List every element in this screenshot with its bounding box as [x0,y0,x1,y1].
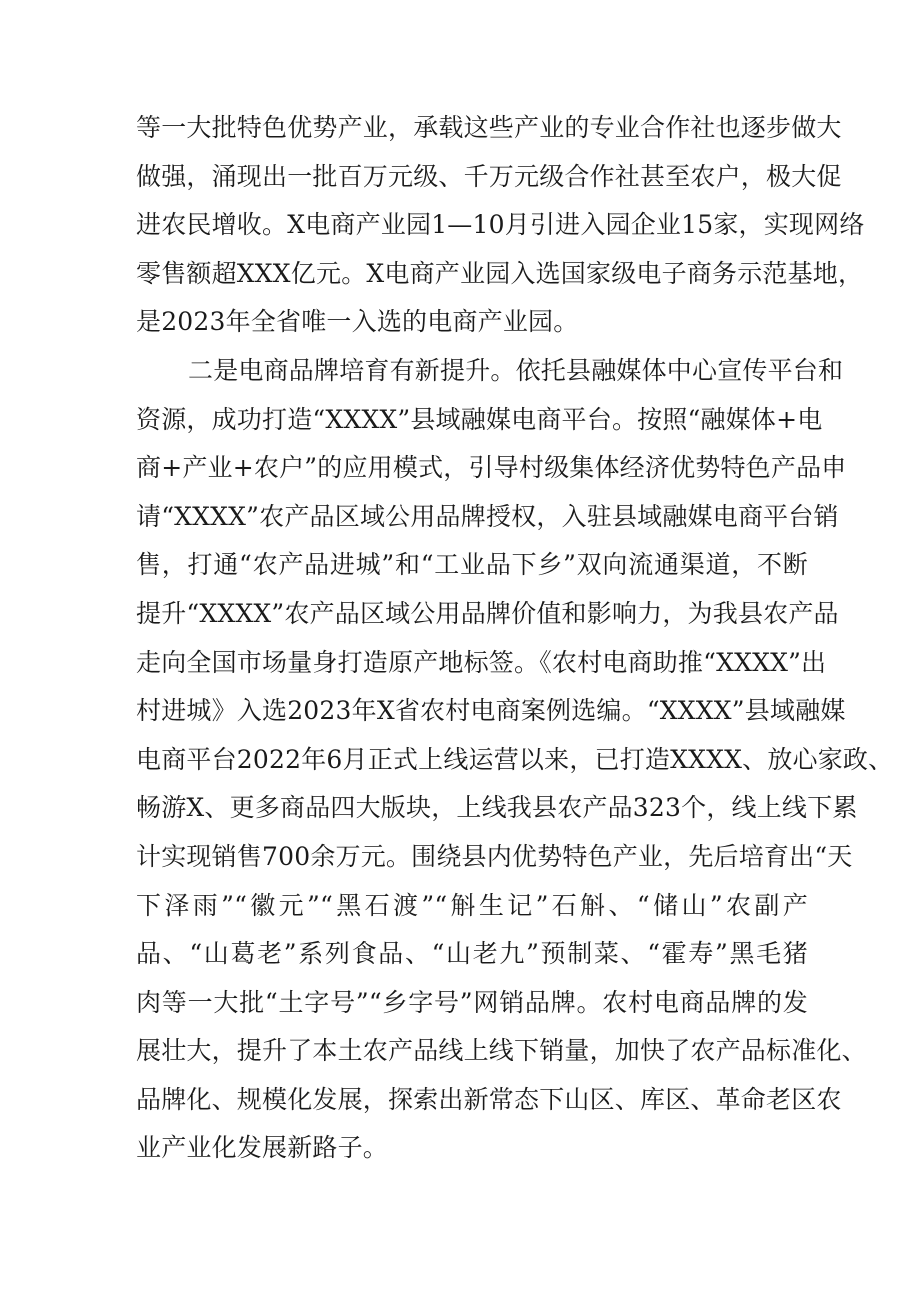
text-line: 资源，成功打造“XXXX”县域融媒电商平台。按照“融媒体+电 [136,404,823,434]
text-line: 品牌化、规模化发展，探索出新常态下山区、库区、革命老区农 [136,1084,842,1114]
text-line: 零售额超XXX亿元。X电商产业园入选国家级电子商务示范基地， [136,258,864,288]
text-line: 是2023年全省唯一入选的电商产业园。 [136,307,579,337]
text-line: 肉等一大批“土字号”“乡字号”网销品牌。农村电商品牌的发 [136,987,808,1017]
text-line: 等一大批特色优势产业，承载这些产业的专业合作社也逐步做大 [136,113,842,142]
text-line: 电商平台2022年6月正式上线运营以来，已打造XXXX、放心家政、 [136,744,894,774]
text-line: 下泽雨”“徽元”“黑石渡”“斛生记”石斛、“储山”农副产 [136,890,808,920]
text-line: 二是电商品牌培育有新提升。依托县融媒体中心宣传平台和 [188,355,844,385]
paragraph-1 [136,104,865,347]
text-line: 村进城》入选2023年X省农村电商案例选编。“XXXX”县域融媒 [136,696,846,726]
text-line: 计实现销售700余万元。围绕县内优势特色产业，先后培育出“天 [136,841,853,871]
text-line: 做强，涌现出一批百万元级、千万元级合作社甚至农户，极大促 [136,161,842,191]
text-line: 品、“山葛老”系列食品、“山老九”预制菜、“霍寿”黑毛猪 [136,939,808,969]
text-line: 走向全国市场量身打造原产地标签。《农村电商助推“XXXX”出 [136,647,827,677]
text-line: 进农民增收。X电商产业园1—10月引进入园企业15家，实现网络 [136,210,865,240]
text-line: 提升“XXXX”农产品区域公用品牌价值和影响力，为我县农产品 [136,598,839,628]
text-line: 业产业化发展新路子。 [136,1133,389,1163]
body-text [136,104,894,1173]
text-line: 商+产业+农户”的应用模式，引导村级集体经济优势特色产品申 [136,453,847,483]
text-line: 展壮大，提升了本土农产品线上线下销量，加快了农产品标准化、 [136,1036,867,1066]
paragraph-2 [136,347,894,1173]
text-line: 畅游X、更多商品四大版块，上线我县农产品323个，线上线下累 [136,793,858,823]
text-line: 售，打通“农产品进城”和“工业品下乡”双向流通渠道，不断 [136,550,808,580]
text-line: 请“XXXX”农产品区域公用品牌授权，入驻县域融媒电商平台销 [136,501,839,531]
